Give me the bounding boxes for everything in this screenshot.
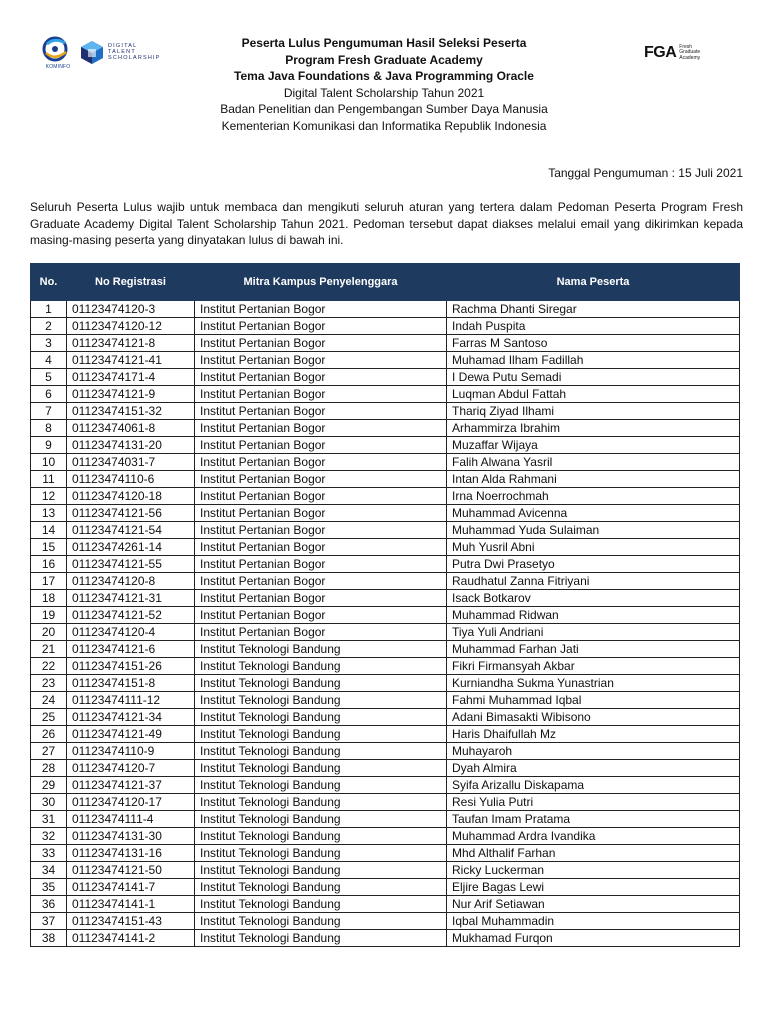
cell-nama: Fahmi Muhammad Iqbal bbox=[447, 692, 740, 709]
cell-registrasi: 01123474121-41 bbox=[67, 352, 195, 369]
cell-registrasi: 01123474141-1 bbox=[67, 896, 195, 913]
header-mitra: Mitra Kampus Penyelenggara bbox=[195, 264, 447, 301]
cell-mitra: Institut Teknologi Bandung bbox=[195, 641, 447, 658]
cell-registrasi: 01123474261-14 bbox=[67, 539, 195, 556]
cell-registrasi: 01123474131-16 bbox=[67, 845, 195, 862]
cell-no: 25 bbox=[31, 709, 67, 726]
cell-registrasi: 01123474141-7 bbox=[67, 879, 195, 896]
announcement-date: Tanggal Pengumuman : 15 Juli 2021 bbox=[548, 166, 743, 180]
cell-no: 10 bbox=[31, 454, 67, 471]
cell-registrasi: 01123474131-20 bbox=[67, 437, 195, 454]
table-row bbox=[31, 386, 740, 403]
cell-nama: Resi Yulia Putri bbox=[447, 794, 740, 811]
cell-mitra: Institut Pertanian Bogor bbox=[195, 335, 447, 352]
table-row bbox=[31, 539, 740, 556]
cell-nama: Haris Dhaifullah Mz bbox=[447, 726, 740, 743]
table-row bbox=[31, 301, 740, 318]
cell-no: 9 bbox=[31, 437, 67, 454]
subtitle-line-4: Digital Talent Scholarship Tahun 2021 bbox=[283, 85, 485, 100]
fga-sub-line-3: Academy bbox=[679, 54, 701, 61]
table-row bbox=[31, 709, 740, 726]
cell-no: 2 bbox=[31, 318, 67, 335]
cell-no: 31 bbox=[31, 811, 67, 828]
table-row bbox=[31, 352, 740, 369]
cell-mitra: Institut Teknologi Bandung bbox=[195, 913, 447, 930]
cell-mitra: Institut Teknologi Bandung bbox=[195, 794, 447, 811]
cell-registrasi: 01123474121-31 bbox=[67, 590, 195, 607]
fga-sub-line-2: Graduate bbox=[679, 49, 701, 56]
table-row bbox=[31, 335, 740, 352]
cell-mitra: Institut Pertanian Bogor bbox=[195, 624, 447, 641]
cell-registrasi: 01123474110-6 bbox=[67, 471, 195, 488]
table-row bbox=[31, 845, 740, 862]
cell-no: 17 bbox=[31, 573, 67, 590]
cell-registrasi: 01123474120-3 bbox=[67, 301, 195, 318]
cell-no: 1 bbox=[31, 301, 67, 318]
cell-registrasi: 01123474151-43 bbox=[67, 913, 195, 930]
table-row bbox=[31, 862, 740, 879]
cell-nama: Nur Arif Setiawan bbox=[447, 896, 740, 913]
cell-no: 14 bbox=[31, 522, 67, 539]
table-row bbox=[31, 369, 740, 386]
cell-registrasi: 01123474120-8 bbox=[67, 573, 195, 590]
cell-nama: Eljire Bagas Lewi bbox=[447, 879, 740, 896]
cell-nama: Muhayaroh bbox=[447, 743, 740, 760]
cell-no: 7 bbox=[31, 403, 67, 420]
cell-nama: Rachma Dhanti Siregar bbox=[447, 301, 740, 318]
table-row bbox=[31, 318, 740, 335]
cell-mitra: Institut Teknologi Bandung bbox=[195, 760, 447, 777]
title-line-1: Peserta Lulus Pengumuman Hasil Seleksi Peserta bbox=[241, 36, 527, 50]
table-row bbox=[31, 777, 740, 794]
dts-line-3: SCHOLARSHIP bbox=[108, 55, 161, 61]
cell-mitra: Institut Teknologi Bandung bbox=[195, 777, 447, 794]
cell-mitra: Institut Pertanian Bogor bbox=[195, 386, 447, 403]
cell-mitra: Institut Pertanian Bogor bbox=[195, 573, 447, 590]
header-nama: Nama Peserta bbox=[447, 264, 740, 301]
cell-mitra: Institut Pertanian Bogor bbox=[195, 318, 447, 335]
cell-no: 28 bbox=[31, 760, 67, 777]
table-row bbox=[31, 913, 740, 930]
table-row bbox=[31, 896, 740, 913]
cell-nama: I Dewa Putu Semadi bbox=[447, 369, 740, 386]
cell-mitra: Institut Pertanian Bogor bbox=[195, 437, 447, 454]
cell-registrasi: 01123474171-4 bbox=[67, 369, 195, 386]
cell-registrasi: 01123474121-54 bbox=[67, 522, 195, 539]
cell-registrasi: 01123474120-17 bbox=[67, 794, 195, 811]
fga-mark: FGA bbox=[644, 44, 677, 61]
cell-no: 19 bbox=[31, 607, 67, 624]
cell-registrasi: 01123474121-52 bbox=[67, 607, 195, 624]
cell-nama: Kurniandha Sukma Yunastrian bbox=[447, 675, 740, 692]
cell-no: 18 bbox=[31, 590, 67, 607]
cell-nama: Irna Noerrochmah bbox=[447, 488, 740, 505]
results-table bbox=[30, 263, 740, 947]
cell-registrasi: 01123474141-2 bbox=[67, 930, 195, 947]
cell-nama: Muh Yusril Abni bbox=[447, 539, 740, 556]
cell-nama: Farras M Santoso bbox=[447, 335, 740, 352]
table-row bbox=[31, 658, 740, 675]
cell-mitra: Institut Pertanian Bogor bbox=[195, 301, 447, 318]
cell-mitra: Institut Teknologi Bandung bbox=[195, 930, 447, 947]
cell-mitra: Institut Pertanian Bogor bbox=[195, 539, 447, 556]
subtitle-line-6: Kementerian Komunikasi dan Informatika Republik Indonesia bbox=[221, 118, 547, 133]
cell-nama: Muhammad Yuda Sulaiman bbox=[447, 522, 740, 539]
cell-registrasi: 01123474111-12 bbox=[67, 692, 195, 709]
cell-mitra: Institut Pertanian Bogor bbox=[195, 403, 447, 420]
cell-registrasi: 01123474121-55 bbox=[67, 556, 195, 573]
cell-nama: Arhammirza Ibrahim bbox=[447, 420, 740, 437]
cell-mitra: Institut Teknologi Bandung bbox=[195, 845, 447, 862]
cell-nama: Thariq Ziyad Ilhami bbox=[447, 403, 740, 420]
title-line-3: Tema Java Foundations & Java Programming Oracle bbox=[234, 69, 534, 83]
table-row bbox=[31, 505, 740, 522]
cell-mitra: Institut Teknologi Bandung bbox=[195, 743, 447, 760]
table-row bbox=[31, 641, 740, 658]
cell-mitra: Institut Pertanian Bogor bbox=[195, 454, 447, 471]
cell-registrasi: 01123474061-8 bbox=[67, 420, 195, 437]
table-row bbox=[31, 794, 740, 811]
cell-nama: Adani Bimasakti Wibisono bbox=[447, 709, 740, 726]
cell-registrasi: 01123474151-32 bbox=[67, 403, 195, 420]
cell-no: 15 bbox=[31, 539, 67, 556]
dts-line-1: DIGITAL bbox=[108, 43, 138, 49]
cell-nama: Luqman Abdul Fattah bbox=[447, 386, 740, 403]
header-registrasi: No Registrasi bbox=[67, 264, 195, 301]
table-row bbox=[31, 692, 740, 709]
cell-mitra: Institut Pertanian Bogor bbox=[195, 590, 447, 607]
header-no: No. bbox=[31, 264, 67, 301]
cell-mitra: Institut Teknologi Bandung bbox=[195, 726, 447, 743]
cell-nama: Ricky Luckerman bbox=[447, 862, 740, 879]
cell-registrasi: 01123474120-18 bbox=[67, 488, 195, 505]
cell-no: 29 bbox=[31, 777, 67, 794]
cell-mitra: Institut Pertanian Bogor bbox=[195, 488, 447, 505]
cell-nama: Mukhamad Furqon bbox=[447, 930, 740, 947]
cell-mitra: Institut Pertanian Bogor bbox=[195, 471, 447, 488]
table-row bbox=[31, 522, 740, 539]
cell-registrasi: 01123474121-37 bbox=[67, 777, 195, 794]
cell-mitra: Institut Teknologi Bandung bbox=[195, 658, 447, 675]
cell-no: 24 bbox=[31, 692, 67, 709]
title-line-2: Program Fresh Graduate Academy bbox=[285, 52, 483, 67]
table-row bbox=[31, 811, 740, 828]
cell-nama: Muhammad Ardra Ivandika bbox=[447, 828, 740, 845]
cell-nama: Muhamad Ilham Fadillah bbox=[447, 352, 740, 369]
cell-no: 36 bbox=[31, 896, 67, 913]
cell-no: 34 bbox=[31, 862, 67, 879]
cell-no: 12 bbox=[31, 488, 67, 505]
cell-mitra: Institut Teknologi Bandung bbox=[195, 828, 447, 845]
table-row bbox=[31, 420, 740, 437]
cell-mitra: Institut Pertanian Bogor bbox=[195, 369, 447, 386]
cell-no: 20 bbox=[31, 624, 67, 641]
cell-nama: Syifa Arizallu Diskapama bbox=[447, 777, 740, 794]
cell-no: 23 bbox=[31, 675, 67, 692]
cell-nama: Intan Alda Rahmani bbox=[447, 471, 740, 488]
cell-registrasi: 01123474121-49 bbox=[67, 726, 195, 743]
cell-mitra: Institut Pertanian Bogor bbox=[195, 420, 447, 437]
table-row bbox=[31, 607, 740, 624]
cell-no: 6 bbox=[31, 386, 67, 403]
cell-nama: Isack Botkarov bbox=[447, 590, 740, 607]
kominfo-label: KOMINFO bbox=[45, 64, 71, 70]
cell-registrasi: 01123474121-50 bbox=[67, 862, 195, 879]
table-row bbox=[31, 471, 740, 488]
cell-no: 37 bbox=[31, 913, 67, 930]
cell-nama: Raudhatul Zanna Fitriyani bbox=[447, 573, 740, 590]
cell-nama: Fikri Firmansyah Akbar bbox=[447, 658, 740, 675]
cell-registrasi: 01123474110-9 bbox=[67, 743, 195, 760]
document-title-block bbox=[0, 35, 768, 134]
table-body bbox=[31, 301, 740, 947]
cell-no: 5 bbox=[31, 369, 67, 386]
cell-no: 27 bbox=[31, 743, 67, 760]
cell-mitra: Institut Teknologi Bandung bbox=[195, 692, 447, 709]
table-row bbox=[31, 930, 740, 947]
cell-nama: Tiya Yuli Andriani bbox=[447, 624, 740, 641]
cell-no: 26 bbox=[31, 726, 67, 743]
cell-registrasi: 01123474151-26 bbox=[67, 658, 195, 675]
cell-mitra: Institut Pertanian Bogor bbox=[195, 505, 447, 522]
fga-sub-line-1: Fresh bbox=[679, 43, 693, 50]
table-header-row bbox=[31, 264, 740, 301]
cell-no: 3 bbox=[31, 335, 67, 352]
cell-mitra: Institut Teknologi Bandung bbox=[195, 879, 447, 896]
table-row bbox=[31, 403, 740, 420]
cell-nama: Iqbal Muhammadin bbox=[447, 913, 740, 930]
table-row bbox=[31, 828, 740, 845]
cell-no: 11 bbox=[31, 471, 67, 488]
cell-mitra: Institut Teknologi Bandung bbox=[195, 896, 447, 913]
cell-registrasi: 01123474120-4 bbox=[67, 624, 195, 641]
table-row bbox=[31, 879, 740, 896]
cell-no: 30 bbox=[31, 794, 67, 811]
cell-nama: Muhammad Farhan Jati bbox=[447, 641, 740, 658]
cell-no: 13 bbox=[31, 505, 67, 522]
table-row bbox=[31, 760, 740, 777]
table-row bbox=[31, 488, 740, 505]
cell-mitra: Institut Pertanian Bogor bbox=[195, 556, 447, 573]
cell-registrasi: 01123474121-8 bbox=[67, 335, 195, 352]
cell-registrasi: 01123474151-8 bbox=[67, 675, 195, 692]
cell-no: 22 bbox=[31, 658, 67, 675]
cell-no: 16 bbox=[31, 556, 67, 573]
cell-nama: Muhammad Ridwan bbox=[447, 607, 740, 624]
cell-mitra: Institut Teknologi Bandung bbox=[195, 811, 447, 828]
cell-nama: Falih Alwana Yasril bbox=[447, 454, 740, 471]
cell-nama: Mhd Althalif Farhan bbox=[447, 845, 740, 862]
cell-registrasi: 01123474121-6 bbox=[67, 641, 195, 658]
table-row bbox=[31, 726, 740, 743]
table-row bbox=[31, 556, 740, 573]
cell-nama: Putra Dwi Prasetyo bbox=[447, 556, 740, 573]
cell-registrasi: 01123474120-12 bbox=[67, 318, 195, 335]
cell-no: 32 bbox=[31, 828, 67, 845]
cell-no: 38 bbox=[31, 930, 67, 947]
cell-registrasi: 01123474131-30 bbox=[67, 828, 195, 845]
dts-line-2: TALENT bbox=[108, 49, 136, 55]
table-row bbox=[31, 437, 740, 454]
cell-no: 21 bbox=[31, 641, 67, 658]
table-row bbox=[31, 675, 740, 692]
cell-mitra: Institut Pertanian Bogor bbox=[195, 607, 447, 624]
cell-mitra: Institut Pertanian Bogor bbox=[195, 522, 447, 539]
cell-registrasi: 01123474111-4 bbox=[67, 811, 195, 828]
cell-nama: Dyah Almira bbox=[447, 760, 740, 777]
cell-mitra: Institut Teknologi Bandung bbox=[195, 675, 447, 692]
cell-registrasi: 01123474121-9 bbox=[67, 386, 195, 403]
subtitle-line-5: Badan Penelitian dan Pengembangan Sumber Daya Manusia bbox=[220, 102, 548, 116]
cell-no: 35 bbox=[31, 879, 67, 896]
cell-no: 33 bbox=[31, 845, 67, 862]
cell-registrasi: 01123474121-56 bbox=[67, 505, 195, 522]
table-row bbox=[31, 590, 740, 607]
cell-no: 8 bbox=[31, 420, 67, 437]
cell-nama: Muhammad Avicenna bbox=[447, 505, 740, 522]
cell-registrasi: 01123474120-7 bbox=[67, 760, 195, 777]
cell-no: 4 bbox=[31, 352, 67, 369]
cell-nama: Muzaffar Wijaya bbox=[447, 437, 740, 454]
cell-registrasi: 01123474121-34 bbox=[67, 709, 195, 726]
cell-nama: Taufan Imam Pratama bbox=[447, 811, 740, 828]
table-row bbox=[31, 743, 740, 760]
table-row bbox=[31, 573, 740, 590]
intro-paragraph: Seluruh Peserta Lulus wajib untuk membaca dan mengikuti seluruh aturan yang tertera dalam Pedoman Peserta Program Fresh Graduate Academy Digital Talent Scholarship Tahun 2021. Pedoman tersebut dapat diakses melalui email yang dikirimkan kepada masing-masing peserta yang dinyatakan lulus di bawah ini. bbox=[30, 200, 743, 248]
cell-mitra: Institut Pertanian Bogor bbox=[195, 352, 447, 369]
table-row bbox=[31, 624, 740, 641]
cell-registrasi: 01123474031-7 bbox=[67, 454, 195, 471]
table-row bbox=[31, 454, 740, 471]
cell-mitra: Institut Teknologi Bandung bbox=[195, 709, 447, 726]
cell-mitra: Institut Teknologi Bandung bbox=[195, 862, 447, 879]
cell-nama: Indah Puspita bbox=[447, 318, 740, 335]
